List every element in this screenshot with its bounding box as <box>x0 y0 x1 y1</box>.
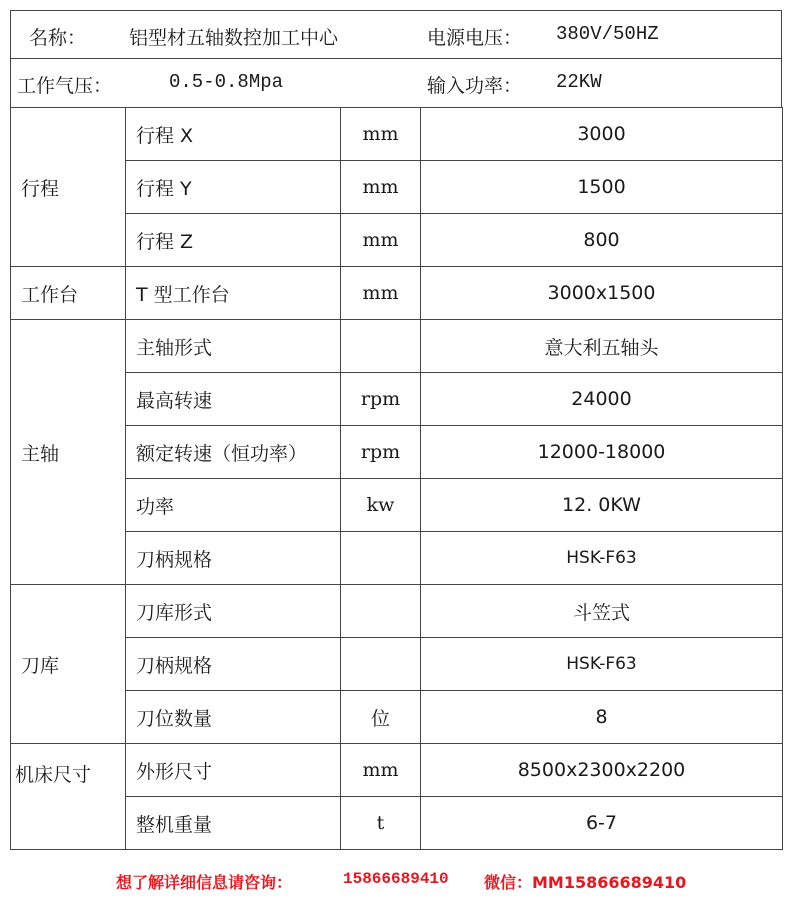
item-label: 行程 Z <box>126 214 341 267</box>
table-row <box>11 108 783 161</box>
value-cell: 12. 0KW <box>421 479 783 532</box>
unit-cell <box>341 532 421 585</box>
spec-table <box>10 107 783 850</box>
item-label: 刀库形式 <box>126 585 341 638</box>
unit-cell <box>341 320 421 373</box>
item-label: 主轴形式 <box>126 320 341 373</box>
item-label: T 型工作台 <box>126 267 341 320</box>
unit-cell: mm <box>341 161 421 214</box>
name-value: 铝型材五轴数控加工中心 <box>129 27 339 49</box>
air-pressure-label: 工作气压： <box>17 75 113 97</box>
table-row <box>11 638 783 691</box>
item-label: 行程 Y <box>126 161 341 214</box>
value-cell: 意大利五轴头 <box>421 320 783 373</box>
table-row <box>11 373 783 426</box>
value-cell: 24000 <box>421 373 783 426</box>
unit-cell: rpm <box>341 426 421 479</box>
value-cell: 3000 <box>421 108 783 161</box>
consult-text: 想了解详细信息请咨询： <box>116 873 293 892</box>
unit-cell: 位 <box>341 691 421 744</box>
voltage-label: 电源电压： <box>427 27 523 49</box>
phone-number: 15866689410 <box>343 870 449 888</box>
value-cell: 8500x2300x2200 <box>421 744 783 797</box>
item-label: 刀位数量 <box>126 691 341 744</box>
group-worktable: 工作台 <box>11 267 126 320</box>
contact-footer <box>0 860 790 898</box>
table-row <box>11 320 783 373</box>
item-label: 整机重量 <box>126 797 341 850</box>
unit-cell: mm <box>341 744 421 797</box>
air-pressure-value: 0.5-0.8Mpa <box>169 71 284 93</box>
table-row <box>11 214 783 267</box>
item-label: 外形尺寸 <box>126 744 341 797</box>
value-cell: HSK-F63 <box>421 532 783 585</box>
table-row <box>11 426 783 479</box>
item-label: 最高转速 <box>126 373 341 426</box>
group-spindle: 主轴 <box>11 320 126 585</box>
table-row <box>11 585 783 638</box>
group-tool-magazine: 刀库 <box>11 585 126 744</box>
unit-cell: kw <box>341 479 421 532</box>
input-power-label: 输入功率： <box>427 75 523 97</box>
name-label: 名称： <box>29 27 87 49</box>
unit-cell: rpm <box>341 373 421 426</box>
table-row <box>11 479 783 532</box>
item-label: 功率 <box>126 479 341 532</box>
unit-cell: mm <box>341 267 421 320</box>
unit-cell: mm <box>341 214 421 267</box>
table-row <box>11 532 783 585</box>
unit-cell: t <box>341 797 421 850</box>
table-row <box>11 744 783 797</box>
item-label: 刀柄规格 <box>126 638 341 691</box>
header-row-2 <box>10 58 782 107</box>
input-power-value: 22KW <box>556 71 602 93</box>
value-cell: 6-7 <box>421 797 783 850</box>
unit-cell <box>341 585 421 638</box>
table-row <box>11 797 783 850</box>
group-machine-size: 机床尺寸 <box>11 744 126 850</box>
spec-sheet <box>10 10 782 858</box>
wechat-id: 微信：MM15866689410 <box>484 873 687 892</box>
value-cell: HSK-F63 <box>421 638 783 691</box>
item-label: 行程 X <box>126 108 341 161</box>
table-row <box>11 691 783 744</box>
value-cell: 8 <box>421 691 783 744</box>
voltage-value: 380V/50HZ <box>556 23 659 45</box>
unit-cell: mm <box>341 108 421 161</box>
value-cell: 12000-18000 <box>421 426 783 479</box>
header-row-1 <box>10 10 782 59</box>
item-label: 额定转速（恒功率） <box>126 426 341 479</box>
value-cell: 1500 <box>421 161 783 214</box>
value-cell: 斗笠式 <box>421 585 783 638</box>
item-label: 刀柄规格 <box>126 532 341 585</box>
group-travel: 行程 <box>11 108 126 267</box>
unit-cell <box>341 638 421 691</box>
table-row <box>11 161 783 214</box>
value-cell: 3000x1500 <box>421 267 783 320</box>
table-row <box>11 267 783 320</box>
value-cell: 800 <box>421 214 783 267</box>
